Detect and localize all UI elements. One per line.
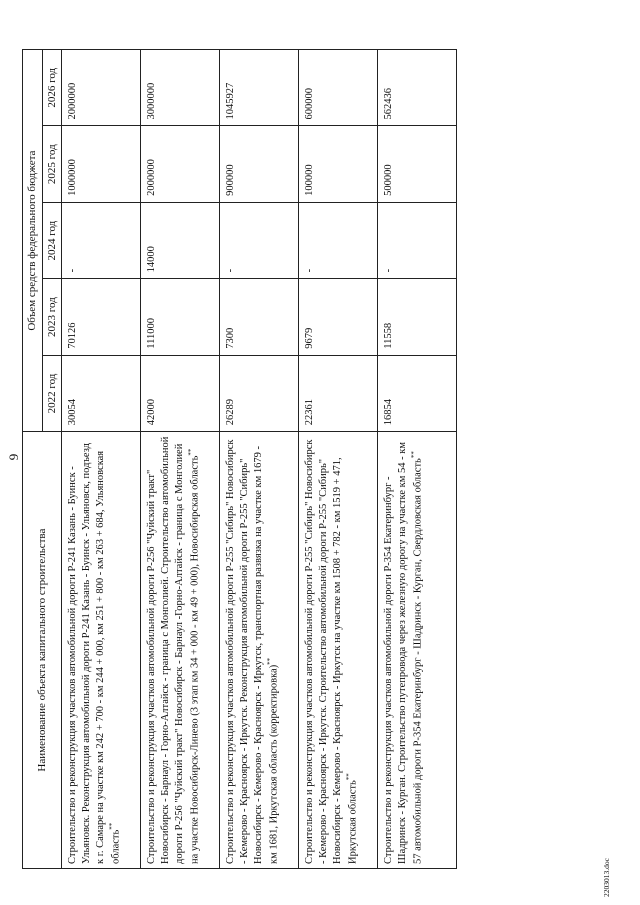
page-number: 9 bbox=[6, 453, 21, 461]
value-cell: 1000000 bbox=[62, 126, 141, 202]
table-row bbox=[62, 50, 141, 869]
document-id: 2203013.doc bbox=[602, 858, 611, 897]
value-cell: 1045927 bbox=[220, 50, 299, 126]
value-cell: 2000000 bbox=[141, 126, 220, 202]
value-cell: 111000 bbox=[141, 279, 220, 355]
header-year: 2022 год bbox=[42, 355, 62, 431]
value-cell: 562436 bbox=[378, 50, 457, 126]
value-cell: 500000 bbox=[378, 126, 457, 202]
object-name: Строительство и реконструкция участков автомобильной дороги Р-241 Казань - Буинск - Ульяновск. Реконструкция автомобильной дороги Р-241 Казань - Буинск - Ульяновск, подъезд к г. Самаре на участке км 242 + 700 - км 244 + 000, км 251 + 800 - км 263 + 684, Ульяновская область** bbox=[62, 432, 141, 869]
value-cell: - bbox=[299, 202, 378, 278]
value-cell: 11558 bbox=[378, 279, 457, 355]
footnote-mark: ** bbox=[409, 451, 418, 459]
value-cell: 100000 bbox=[299, 126, 378, 202]
value-cell: - bbox=[62, 202, 141, 278]
value-cell: 3000000 bbox=[141, 50, 220, 126]
header-group: Объем средств федерального бюджета bbox=[23, 50, 43, 432]
value-cell: 900000 bbox=[220, 126, 299, 202]
value-cell: 600000 bbox=[299, 50, 378, 126]
value-cell: 16854 bbox=[378, 355, 457, 431]
header-year: 2025 год bbox=[42, 126, 62, 202]
value-cell: - bbox=[378, 202, 457, 278]
footnote-mark: ** bbox=[186, 448, 195, 456]
value-cell: 2000000 bbox=[62, 50, 141, 126]
budget-table bbox=[22, 49, 457, 869]
value-cell: 7300 bbox=[220, 279, 299, 355]
header-name: Наименование объекта капитального строительства bbox=[23, 432, 62, 869]
object-name: Строительство и реконструкция участков автомобильной дороги Р-354 Екатеринбург - Шадринск - Курган. Строительство путепровода через железную дорогу на участке км 54 - км 57 автомобильной дороги Р-354 Екатеринбург - Шадринск - Курган, Свердловская область** bbox=[378, 432, 457, 869]
header-year: 2024 год bbox=[42, 202, 62, 278]
table-row bbox=[141, 50, 220, 869]
object-name: Строительство и реконструкция участков автомобильной дороги Р-256 "Чуйский тракт" Новосибирск - Барнаул - Горно-Алтайск - граница с Монголией. Строительство автомобильной дороги Р-256 "Чуйский тракт" Новосибирск - Барнаул -Горно-Алтайск - граница с Монголией на участке Новосибирск-Линево (3 этап км 34 + 000 - км 49 + 000), Новосибирская область** bbox=[141, 432, 220, 869]
value-cell: 42000 bbox=[141, 355, 220, 431]
table-row bbox=[220, 50, 299, 869]
object-name: Строительство и реконструкция участков автомобильной дороги Р-255 "Сибирь" Новосибирск - Кемерово - Красноярск - Иркутск. Реконструкция автомобильной дороги Р-255 "Сибирь" Новосибирск - Кемерово - Красноярск - Иркутск, транспортная развязка на участке км 1679 - км 1681, Иркутская область (корректировка)** bbox=[220, 432, 299, 869]
object-name: Строительство и реконструкция участков автомобильной дороги Р-255 "Сибирь" Новосибирск - Кемерово - Красноярск - Иркутск. Строительство автомобильной дороги Р-255 "Сибирь" Новосибирск - Кемерово - Красноярск - Иркутск на участке км 1508 + 782 - км 1519 + 471, Иркутская область** bbox=[299, 432, 378, 869]
value-cell: 22361 bbox=[299, 355, 378, 431]
footnote-mark: ** bbox=[265, 657, 274, 665]
value-cell: 14000 bbox=[141, 202, 220, 278]
value-cell: 30054 bbox=[62, 355, 141, 431]
footnote-mark: ** bbox=[107, 822, 116, 830]
value-cell: 26289 bbox=[220, 355, 299, 431]
value-cell: 70126 bbox=[62, 279, 141, 355]
header-year: 2026 год bbox=[42, 50, 62, 126]
table-row bbox=[378, 50, 457, 869]
value-cell: 9679 bbox=[299, 279, 378, 355]
value-cell: - bbox=[220, 202, 299, 278]
table-row bbox=[299, 50, 378, 869]
header-year: 2023 год bbox=[42, 279, 62, 355]
footnote-mark: ** bbox=[344, 773, 353, 781]
rotated-page bbox=[8, 17, 632, 897]
